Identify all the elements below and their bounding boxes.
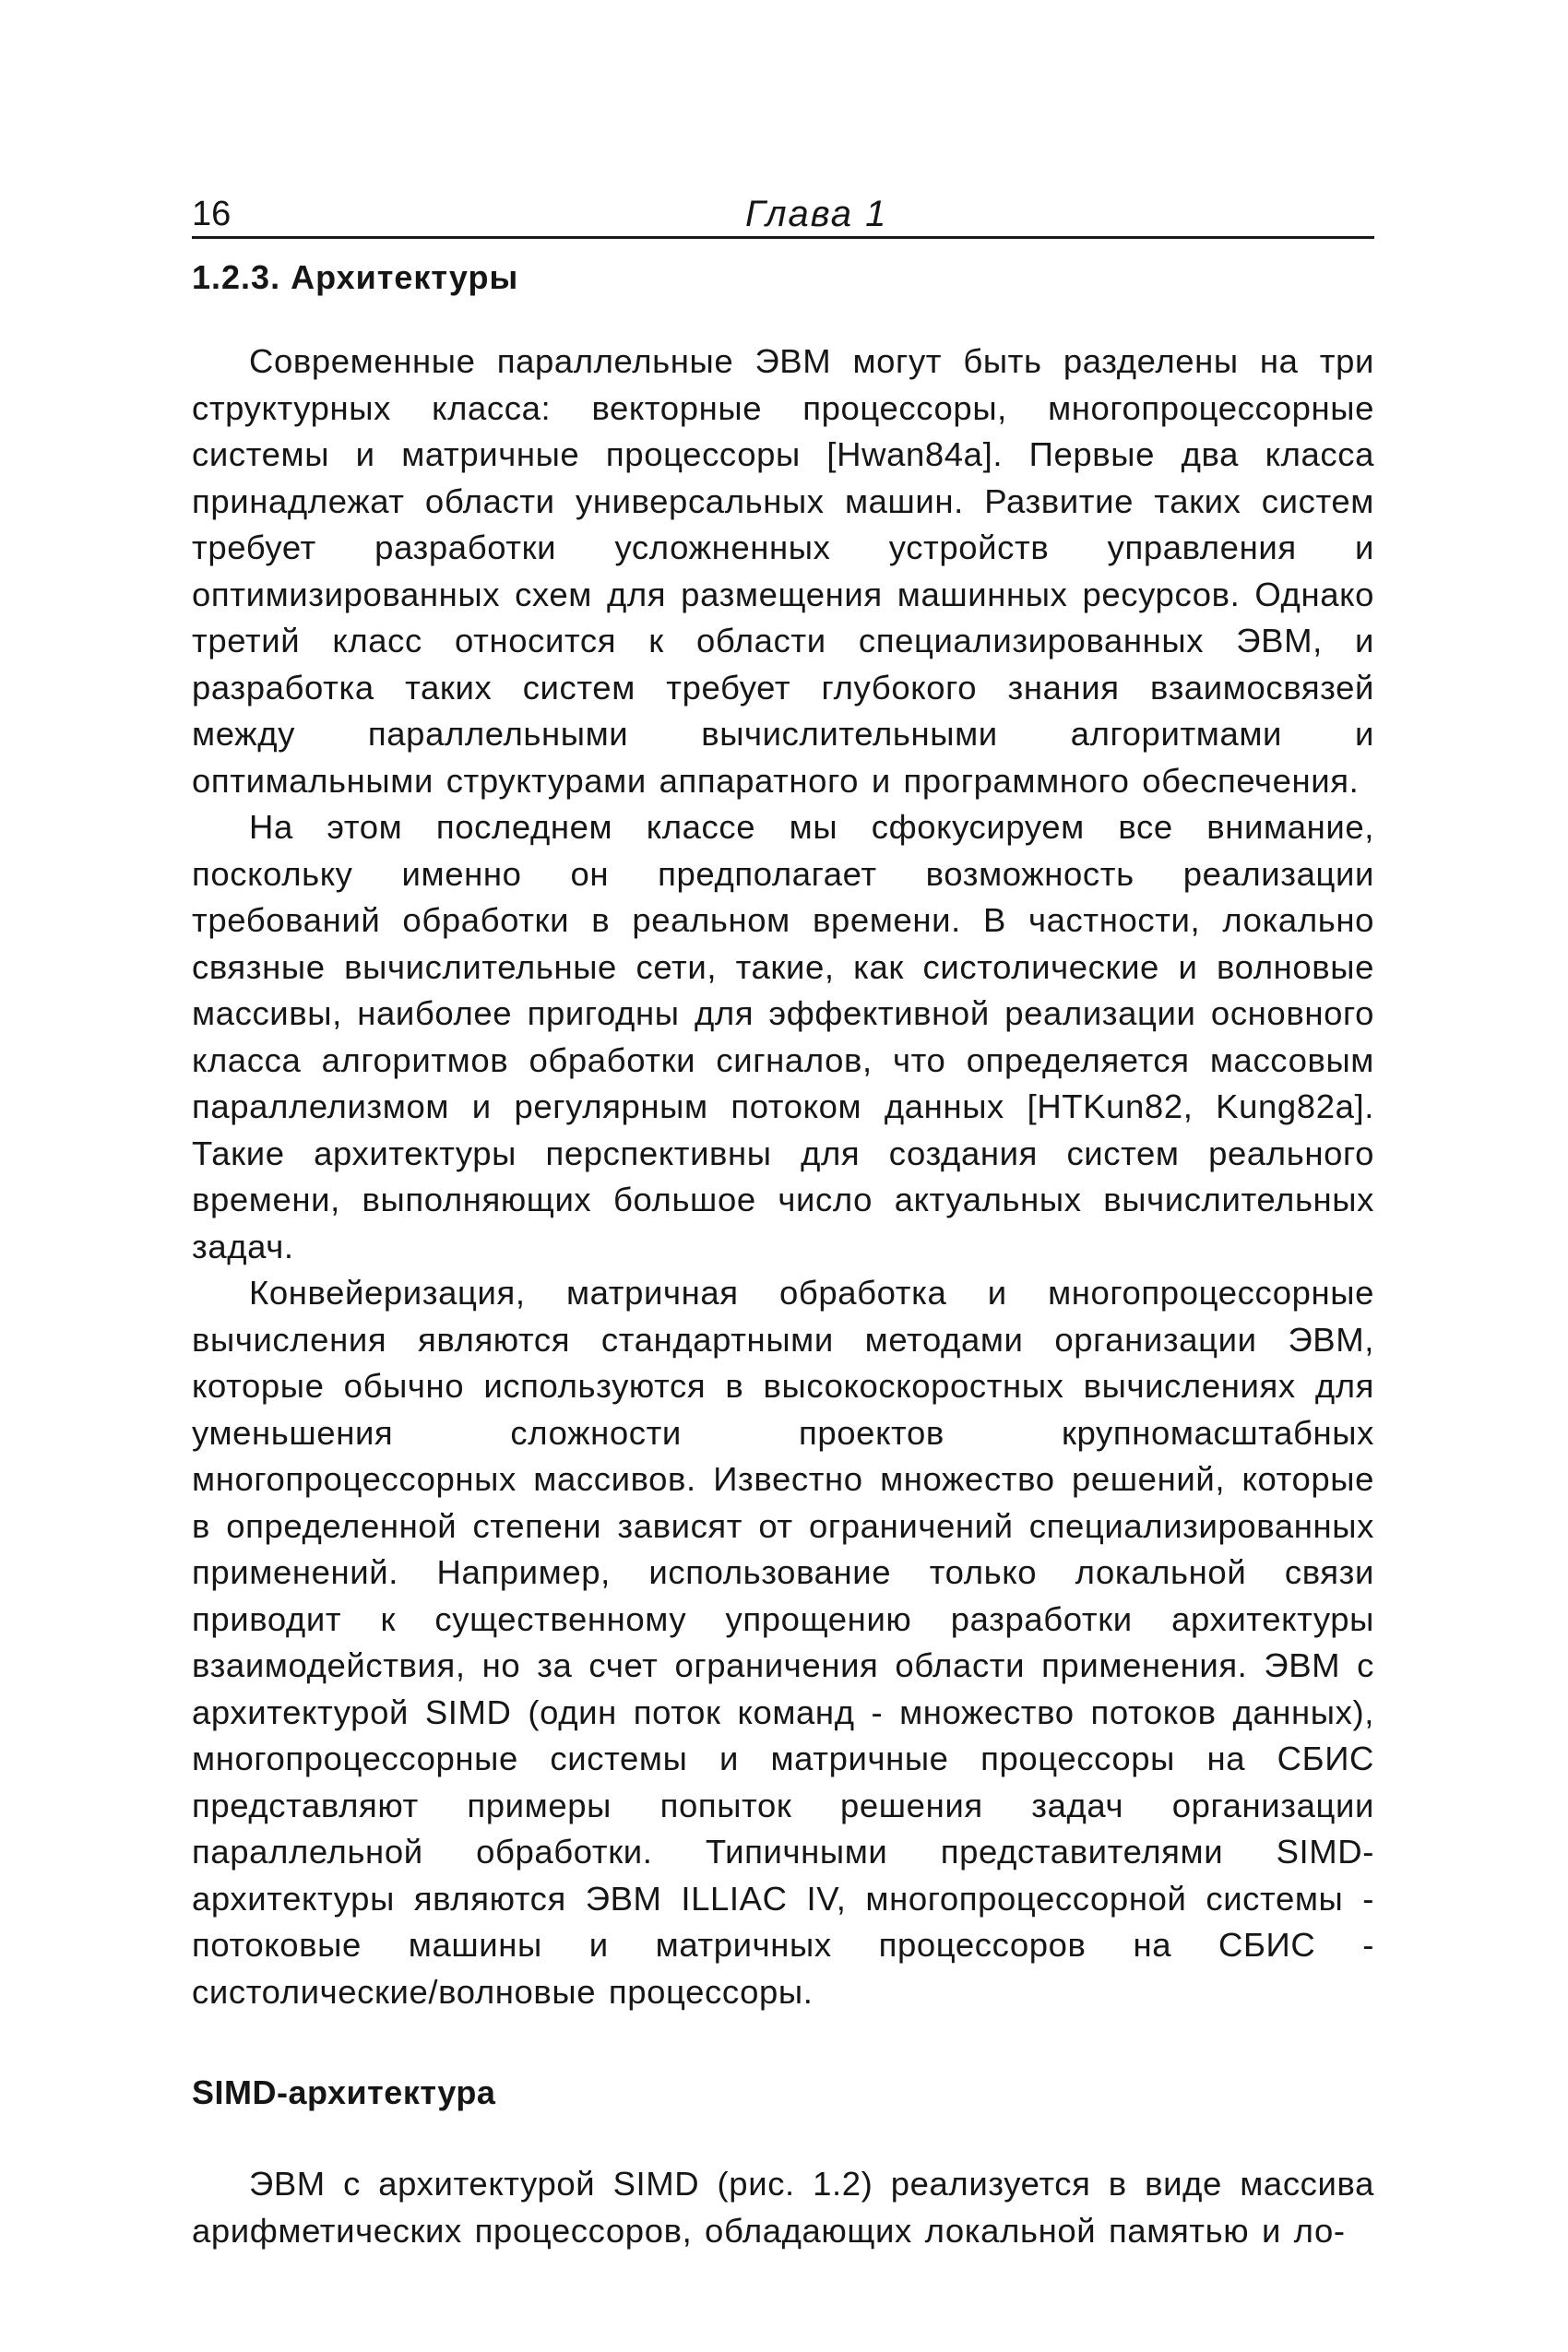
section-heading: 1.2.3. Архитектуры [192,258,519,296]
chapter-title: Глава 1 [745,192,887,239]
paragraph: Современные параллельные ЭВМ могут быть разделены на три структурных класса: векторные процессоры, многопроцессорные системы и матричные процессоры [Hwan84a]. Первые два класса принадлежат области универсальных машин. Развитие таких систем требует разработки усложненных устройств управления и оптимизированных схем для размещения машинных ресурсов. Однако третий класс относится к области специализированных ЭВМ, и разработка таких систем требует глубокого знания взаимосвязей между параллельными вычислительными алгоритмами и оптимальными структурами аппаратного и программного обеспечения. [192,342,1374,800]
running-header [192,184,1374,239]
page-number: 16 [192,192,231,239]
book-page [192,184,1374,2254]
paragraph: Конвейеризация, матричная обработка и многопроцессорные вычисления являются стандартными методами организации ЭВМ, которые обычно используются в высокоскоростных вычислениях для уменьшения сложности проектов крупномасштабных многопроцессорных массивов. Известно множество решений, которые в определенной степени зависят от ограничений специализированных применений. Например, использование только локальной связи приводит к существенному упрощению разработки архитектуры взаимодействия, но за счет ограничения области применения. ЭВМ с архитектурой SIMD (один поток команд - множество потоков данных), многопроцессорные системы и матричные процессоры на СБИС представляют примеры попыток решения задач организации параллельной обработки. Типичными представителями SIMD-архитектуры являются ЭВМ ILLIAC IV, многопроцессорной системы - потоковые машины и матричных процессоров на СБИС - систолические/волновые процессоры. [192,1274,1374,2011]
subsection-heading: SIMD-архитектура [192,2073,496,2111]
paragraph: На этом последнем классе мы сфокусируем все внимание, поскольку именно он предполагает возможность реализации требований обработки в реальном времени. В частности, локально связные вычислительные сети, такие, как систолические и волновые массивы, наиболее пригодны для эффективной реализации основного класса алгоритмов обработки сигналов, что определяется массовым параллелизмом и регулярным потоком данных [HTKun82, Kung82a]. Такие архитектуры перспективны для создания систем реального времени, выполняющих большое число актуальных вычислительных задач. [192,808,1374,1265]
section-body [192,339,1374,2015]
subsection-body [192,2161,1374,2254]
paragraph: ЭВМ с архитектурой SIMD (рис. 1.2) реализуется в виде массива арифметических процессоров, обладающих локальной памятью и ло- [192,2165,1374,2250]
